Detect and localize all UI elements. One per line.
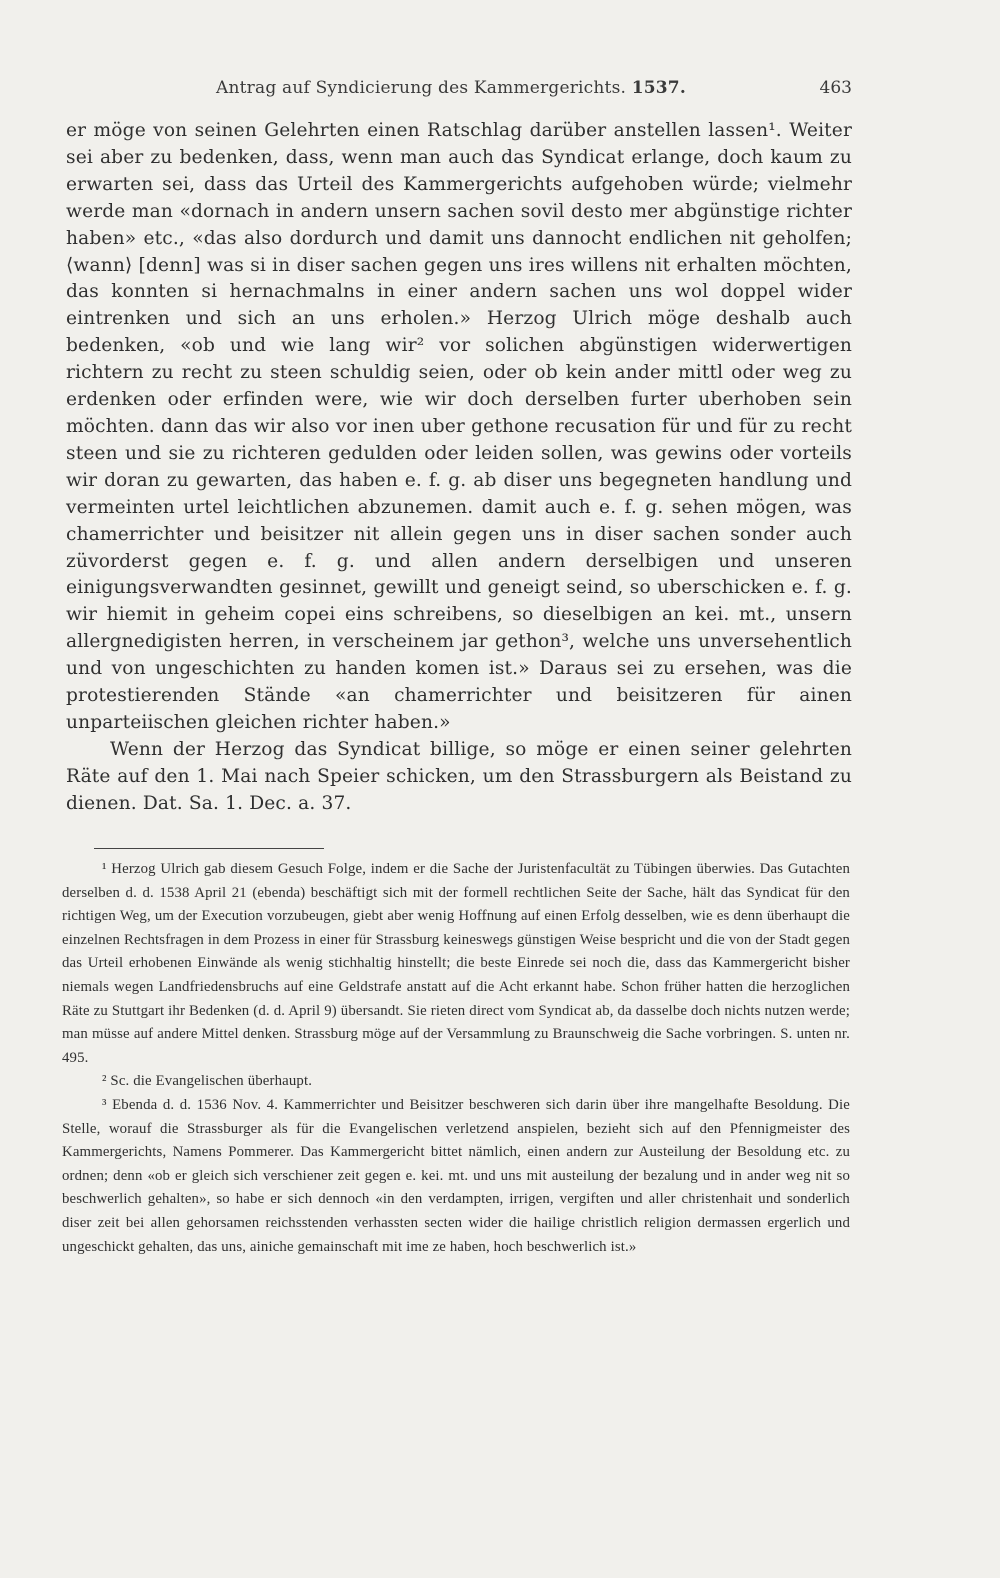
footnote-rule — [94, 848, 324, 849]
page-number: 463 — [819, 78, 852, 98]
footnote-2: ² Sc. die Evangelischen überhaupt. — [102, 1073, 313, 1090]
paragraph-1: er möge von seinen Gelehrten einen Ratschlag darüber anstellen lassen¹. Weiter sei aber zu bedenken, dass, wenn man auch das Syndicat erlange, doch kaum zu erwarten sei, dass das Urteil des Kammergerichts aufgehoben würde; vielmehr werde man «dornach in andern unsern sachen sovil desto mer abgünstige richter haben» etc., «das also dordurch und damit uns dannocht endlichen nit geholfen; ⟨wann⟩ [denn] was si in diser sachen gegen uns ires willens nit erhalten möchten, das konnten si hernachmalns in einer andern sachen uns wol doppel wider eintrenken und sich an uns erholen.» Herzog Ulrich möge deshalb auch bedenken, «ob und wie lang wir² vor solichen abgünstigen widerwertigen richtern zu recht zu steen schuldig seien, oder ob kein ander mittl oder weg zu erdenken oder erfinden were, wie wir doch derselben furter uberhoben sein möchten. dann das wir also vor inen uber gethone recusation für und für zu recht steen und sie zu richteren gedulden oder leiden sollen, was gewins oder vorteils wir doran zu gewarten, das haben e. f. g. ab diser uns begegneten handlung und vermeinten urtel leichtlichen abzunemen. damit auch e. f. g. sehen mögen, was chamerrichter und beisitzer nit allein gegen uns in diser sachen sonder auch züvorderst gegen e. f. g. und allen andern derselbigen und unseren einigungsverwandten gesinnet, gewillt und geneigt seind, so uberschicken e. f. g. wir hiemit in geheim copei eins schreibens, so dieselbigen an kei. mt., unsern allergnedigisten herren, in verscheinem jar gethon³, welche uns unversehentlich und von ungeschichten zu handen komen ist.» Daraus sei zu ersehen, was die protestierenden Stände «an chamerrichter und beisitzeren für ainen unparteiischen gleichen richter haben.» — [66, 120, 852, 733]
main-text — [66, 118, 852, 818]
footnotes — [62, 858, 850, 1259]
header-year: 1537. — [631, 78, 686, 98]
running-head-title — [216, 78, 686, 98]
footnote-3: ³ Ebenda d. d. 1536 Nov. 4. Kammerrichter und Beisitzer beschweren sich darin über ihre mangelhafte Besoldung. Die Stelle, worauf die Strassburger als für die Evangelischen verletzend anspielen, bezieht sich auf den Pfennigmeister des Kammergerichts, Namens Pommerer. Das Kammergericht bittet nämlich, einen andern zur Austeilung der Besoldung etc. zu ordnen; denn «ob er gleich sich verschiener zeit gegen e. kei. mt. und uns mit austeilung der bezalung und in ander weg nit so beschwerlich gehalten», so habe er sich dennoch «in den verdampten, irrigen, vergiften und aller christenhait und sonderlich diser zeit bei allen gehorsamen reichsstenden verhassten secten wider die hailige christlich religion dermassen ergerlich und ungeschickt gehalten, das uns, ainiche gemainschaft mit ime ze haben, hoch beschwerlich ist.» — [62, 1096, 850, 1255]
paragraph-2: Wenn der Herzog das Syndicat billige, so möge er einen seiner gelehrten Räte auf den 1. Mai nach Speier schicken, um den Strassburgern als Beistand zu dienen. Dat. Sa. 1. Dec. a. 37. — [66, 738, 852, 814]
footnote-1: ¹ Herzog Ulrich gab diesem Gesuch Folge, indem er die Sache der Juristenfacultät zu Tübingen überwies. Das Gutachten derselben d. d. 1538 April 21 (ebenda) beschäftigt sich mit der formell rechtlichen Seite der Sache, hält das Syndicat für den richtigen Weg, um der Execution vorzubeugen, giebt aber wenig Hoffnung auf einen Erfolg desselben, wie es denn überhaupt die einzelnen Rechtsfragen in dem Prozess in einer für Strassburg keineswegs günstigen Weise bespricht und die von der Stadt gegen das Urteil erhobenen Einwände als wenig stichhaltig hinstellt; die beste Einrede sei noch die, dass das Kammergericht bisher niemals wegen Landfriedensbruchs auf eine Geldstrafe anstatt auf die Acht erkannt habe. Schon früher hatten die herzoglichen Räte zu Stuttgart ihr Bedenken (d. d. April 9) übersandt. Sie rieten direct vom Syndicat ab, da dasselbe doch nichts nutzen werde; man müsse auf andere Mittel denken. Strassburg möge auf der Versammlung zu Braunschweig die Sache vorbringen. S. unten nr. 495. — [62, 861, 850, 1066]
header-title: Antrag auf Syndicierung des Kammergerichts. — [216, 78, 627, 98]
